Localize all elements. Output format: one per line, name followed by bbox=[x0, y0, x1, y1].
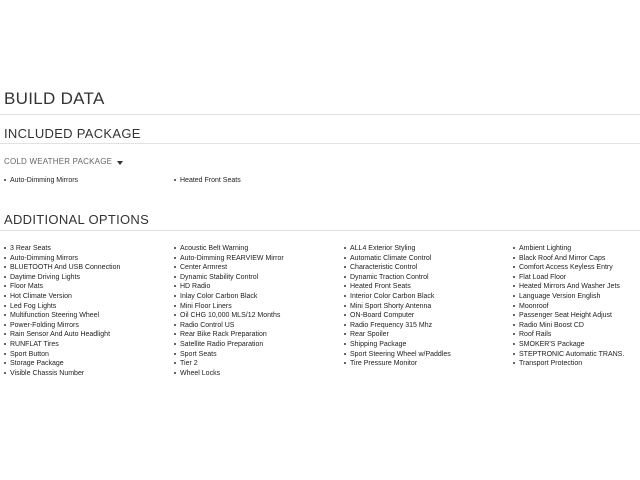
bullet-icon bbox=[174, 295, 176, 297]
included-list-column-1 bbox=[4, 176, 78, 186]
bullet-icon bbox=[4, 314, 6, 316]
list-item bbox=[513, 321, 624, 331]
list-item-label: Oil CHG 10,000 MLS/12 Months bbox=[180, 312, 281, 320]
list-item bbox=[513, 340, 624, 350]
list-item bbox=[174, 350, 284, 360]
bullet-icon bbox=[4, 276, 6, 278]
bullet-icon bbox=[344, 276, 346, 278]
bullet-icon bbox=[513, 257, 515, 259]
chevron-down-icon bbox=[117, 161, 123, 165]
list-item bbox=[344, 350, 451, 360]
list-item-label: Flat Load Floor bbox=[519, 273, 567, 281]
bullet-icon bbox=[344, 247, 346, 249]
list-item-label: Satellite Radio Preparation bbox=[180, 340, 264, 348]
list-item bbox=[174, 302, 284, 312]
list-item-label: Comfort Access Keyless Entry bbox=[519, 264, 613, 272]
list-item bbox=[174, 330, 284, 340]
list-item-label: Dynamic Traction Control bbox=[350, 273, 429, 281]
bullet-icon bbox=[174, 324, 176, 326]
options-list-column-1 bbox=[4, 244, 120, 378]
list-item bbox=[4, 302, 120, 312]
options-list-column-3 bbox=[344, 244, 451, 369]
bullet-icon bbox=[4, 372, 6, 374]
list-item-label: Black Roof And Mirror Caps bbox=[519, 254, 606, 262]
bullet-icon bbox=[4, 343, 6, 345]
bullet-icon bbox=[174, 247, 176, 249]
list-item bbox=[4, 282, 120, 292]
list-item-label: Power-Folding Mirrors bbox=[10, 321, 79, 329]
bullet-icon bbox=[513, 295, 515, 297]
list-item bbox=[4, 176, 78, 186]
bullet-icon bbox=[4, 257, 6, 259]
list-item bbox=[513, 302, 624, 312]
list-item bbox=[4, 359, 120, 369]
list-item bbox=[4, 350, 120, 360]
list-item-label: Automatic Climate Control bbox=[350, 254, 432, 262]
package-dropdown-label: COLD WEATHER PACKAGE bbox=[4, 157, 113, 166]
list-item-label: Sport Button bbox=[10, 350, 49, 358]
bullet-icon bbox=[174, 266, 176, 268]
list-item bbox=[513, 244, 624, 254]
bullet-icon bbox=[513, 353, 515, 355]
list-item-label: BLUETOOTH And USB Connection bbox=[10, 264, 121, 272]
list-item-label: HD Radio bbox=[180, 283, 211, 291]
list-item bbox=[4, 292, 120, 302]
list-item-label: Heated Mirrors And Washer Jets bbox=[519, 283, 620, 291]
bullet-icon bbox=[174, 362, 176, 364]
list-item-label: Sport Seats bbox=[180, 350, 217, 358]
list-item-label: Heated Front Seats bbox=[350, 283, 411, 291]
list-item-label: Led Fog Lights bbox=[10, 302, 57, 310]
list-item-label: RUNFLAT Tires bbox=[10, 340, 59, 348]
list-item-label: Wheel Locks bbox=[180, 369, 221, 377]
bullet-icon bbox=[344, 353, 346, 355]
list-item-label: Acoustic Belt Warning bbox=[180, 245, 249, 252]
bullet-icon bbox=[4, 353, 6, 355]
list-item bbox=[513, 350, 624, 360]
list-item bbox=[174, 244, 284, 254]
bullet-icon bbox=[513, 333, 515, 335]
bullet-icon bbox=[4, 333, 6, 335]
list-item bbox=[344, 359, 451, 369]
list-item-label: Inlay Color Carbon Black bbox=[180, 292, 258, 300]
bullet-icon bbox=[344, 314, 346, 316]
list-item-label: Floor Mats bbox=[10, 283, 44, 291]
additional-options-title: ADDITIONAL OPTIONS bbox=[4, 212, 150, 227]
list-item bbox=[174, 369, 284, 379]
list-item-label: Center Armrest bbox=[180, 264, 228, 272]
bullet-icon bbox=[344, 295, 346, 297]
list-item bbox=[4, 369, 120, 379]
bullet-icon bbox=[174, 257, 176, 259]
list-item bbox=[344, 330, 451, 340]
bullet-icon bbox=[4, 285, 6, 287]
list-item bbox=[174, 292, 284, 302]
list-item-label: Daytime Driving Lights bbox=[10, 273, 81, 281]
bullet-icon bbox=[174, 276, 176, 278]
bullet-icon bbox=[4, 179, 6, 181]
list-item bbox=[513, 311, 624, 321]
list-item-label: Language Version English bbox=[519, 292, 601, 300]
list-item bbox=[513, 263, 624, 273]
title-divider bbox=[0, 114, 640, 115]
package-dropdown[interactable] bbox=[4, 157, 123, 166]
bullet-icon bbox=[513, 343, 515, 345]
list-item-label: Ambient Lighting bbox=[519, 245, 572, 252]
list-item bbox=[174, 340, 284, 350]
list-item bbox=[174, 321, 284, 331]
bullet-icon bbox=[174, 179, 176, 181]
list-item bbox=[513, 273, 624, 283]
list-item-label: Shipping Package bbox=[350, 340, 407, 348]
list-item bbox=[344, 311, 451, 321]
list-item bbox=[513, 282, 624, 292]
included-package-title: INCLUDED PACKAGE bbox=[4, 126, 141, 141]
list-item-label: Mini Floor Liners bbox=[180, 302, 232, 310]
bullet-icon bbox=[174, 353, 176, 355]
list-item bbox=[513, 292, 624, 302]
list-item-label: Rain Sensor And Auto Headlight bbox=[10, 331, 111, 339]
bullet-icon bbox=[513, 305, 515, 307]
list-item-label: Radio Frequency 315 Mhz bbox=[350, 321, 433, 329]
bullet-icon bbox=[513, 247, 515, 249]
bullet-icon bbox=[174, 285, 176, 287]
list-item bbox=[174, 273, 284, 283]
bullet-icon bbox=[344, 362, 346, 364]
bullet-icon bbox=[4, 295, 6, 297]
list-item bbox=[344, 273, 451, 283]
list-item-label: STEPTRONIC Automatic TRANS. bbox=[519, 350, 625, 358]
bullet-icon bbox=[513, 285, 515, 287]
list-item-label: Rear Spoiler bbox=[350, 331, 389, 339]
options-list-column-4 bbox=[513, 244, 624, 369]
list-item-label: Multifunction Steering Wheel bbox=[10, 312, 100, 320]
list-item bbox=[4, 340, 120, 350]
list-item bbox=[4, 273, 120, 283]
bullet-icon bbox=[513, 324, 515, 326]
options-list-column-2 bbox=[174, 244, 284, 378]
list-item bbox=[174, 282, 284, 292]
bullet-icon bbox=[513, 276, 515, 278]
list-item-label: Storage Package bbox=[10, 360, 64, 368]
additional-divider bbox=[0, 230, 640, 231]
list-item bbox=[4, 244, 120, 254]
list-item-label: Sport Steering Wheel w/Paddles bbox=[350, 350, 451, 358]
bullet-icon bbox=[174, 305, 176, 307]
bullet-icon bbox=[174, 372, 176, 374]
list-item-label: Radio Mini Boost CD bbox=[519, 321, 584, 329]
list-item bbox=[513, 254, 624, 264]
list-item-label: Interior Color Carbon Black bbox=[350, 292, 435, 300]
list-item-label: Transport Protection bbox=[519, 360, 583, 368]
list-item-label: Rear Bike Rack Preparation bbox=[180, 331, 267, 339]
bullet-icon bbox=[513, 266, 515, 268]
list-item-label: Tire Pressure Monitor bbox=[350, 360, 418, 368]
list-item-label: Dynamic Stability Control bbox=[180, 273, 259, 281]
list-item bbox=[344, 282, 451, 292]
bullet-icon bbox=[513, 314, 515, 316]
bullet-icon bbox=[344, 266, 346, 268]
list-item-label: ALL4 Exterior Styling bbox=[350, 245, 416, 252]
bullet-icon bbox=[344, 305, 346, 307]
list-item-label: Hot Climate Version bbox=[10, 292, 72, 300]
bullet-icon bbox=[174, 343, 176, 345]
bullet-icon bbox=[4, 362, 6, 364]
list-item bbox=[174, 359, 284, 369]
list-item-label: Auto-Dimming REARVIEW Mirror bbox=[180, 254, 284, 262]
list-item bbox=[344, 321, 451, 331]
list-item bbox=[513, 330, 624, 340]
list-item bbox=[4, 311, 120, 321]
bullet-icon bbox=[174, 314, 176, 316]
list-item-label: Passenger Seat Height Adjust bbox=[519, 312, 613, 320]
list-item-label: Heated Front Seats bbox=[180, 177, 241, 184]
list-item bbox=[174, 263, 284, 273]
list-item-label: Visible Chassis Number bbox=[10, 369, 85, 377]
bullet-icon bbox=[344, 343, 346, 345]
list-item-label: Roof Rails bbox=[519, 331, 552, 339]
list-item bbox=[174, 311, 284, 321]
included-list-column-2 bbox=[174, 176, 241, 186]
list-item bbox=[4, 263, 120, 273]
list-item bbox=[174, 176, 241, 186]
bullet-icon bbox=[344, 333, 346, 335]
bullet-icon bbox=[344, 257, 346, 259]
page-title: BUILD DATA bbox=[4, 89, 105, 108]
bullet-icon bbox=[344, 324, 346, 326]
list-item-label: Tier 2 bbox=[180, 360, 198, 368]
list-item-label: Auto-Dimming Mirrors bbox=[10, 254, 79, 262]
list-item bbox=[344, 263, 451, 273]
list-item-label: Auto-Dimming Mirrors bbox=[10, 177, 79, 184]
list-item-label: 3 Rear Seats bbox=[10, 245, 51, 252]
bullet-icon bbox=[174, 333, 176, 335]
bullet-icon bbox=[4, 266, 6, 268]
list-item bbox=[344, 254, 451, 264]
list-item bbox=[344, 302, 451, 312]
list-item-label: SMOKER'S Package bbox=[519, 340, 585, 348]
list-item bbox=[344, 340, 451, 350]
list-item bbox=[4, 321, 120, 331]
list-item-label: Moonroof bbox=[519, 302, 549, 310]
list-item-label: Mini Sport Shorty Antenna bbox=[350, 302, 432, 310]
bullet-icon bbox=[4, 247, 6, 249]
list-item bbox=[4, 254, 120, 264]
list-item-label: ON-Board Computer bbox=[350, 312, 415, 320]
bullet-icon bbox=[4, 324, 6, 326]
list-item bbox=[4, 330, 120, 340]
list-item bbox=[344, 244, 451, 254]
bullet-icon bbox=[513, 362, 515, 364]
bullet-icon bbox=[344, 285, 346, 287]
bullet-icon bbox=[4, 305, 6, 307]
list-item bbox=[513, 359, 624, 369]
list-item-label: Characteristic Control bbox=[350, 264, 418, 272]
included-divider bbox=[0, 143, 640, 144]
list-item-label: Radio Control US bbox=[180, 321, 235, 329]
list-item bbox=[174, 254, 284, 264]
list-item bbox=[344, 292, 451, 302]
